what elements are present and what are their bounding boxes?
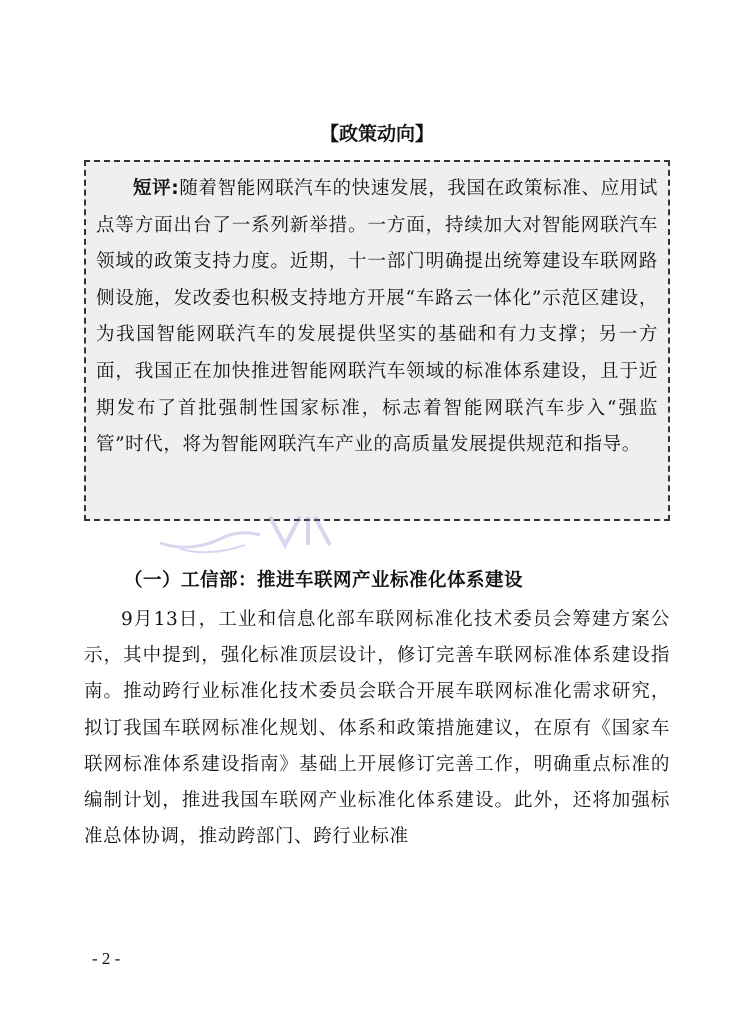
subsection-heading: （一）工信部：推进车联网产业标准化体系建设 [124, 570, 524, 591]
section-title: 【政策动向】 [319, 123, 434, 145]
short-review-box [84, 160, 670, 521]
page-number: - 2 - [92, 949, 121, 968]
short-review-label: 短评: [133, 178, 180, 199]
subsection-body-paragraph: 9月13日，工业和信息化部车联网标准化技术委员会筹建方案公示，其中提到，强化标准顶层设计，修订完善车联网标准体系建设指南。推动跨行业标准化技术委员会联合开展车联网标准化需求研究，拟订我国车联网标准化规划、体系和政策措施建议，在原有《国家车联网标准体系建设指南》基础上开展修订完善工作，明确重点标准的编制计划，推进我国车联网产业标准化体系建设。此外，还将加强标准总体协调，推动跨部门、跨行业标准 [84, 609, 670, 848]
short-review-text: 随着智能网联汽车的快速发展，我国在政策标准、应用试点等方面出台了一系列新举措。一方面，持续加大对智能网联汽车领域的政策支持力度。近期，十一部门明确提出统筹建设车联网路侧设施，发改委也积极支持地方开展“车路云一体化”示范区建设，为我国智能网联汽车的发展提供坚实的基础和有力支撑；另一方面，我国正在加快推进智能网联汽车领域的标准体系建设，且于近期发布了首批强制性国家标准，标志着智能网联汽车步入“强监管”时代，将为智能网联汽车产业的高质量发展提供规范和指导。 [96, 178, 658, 456]
short-review-paragraph [96, 171, 658, 464]
